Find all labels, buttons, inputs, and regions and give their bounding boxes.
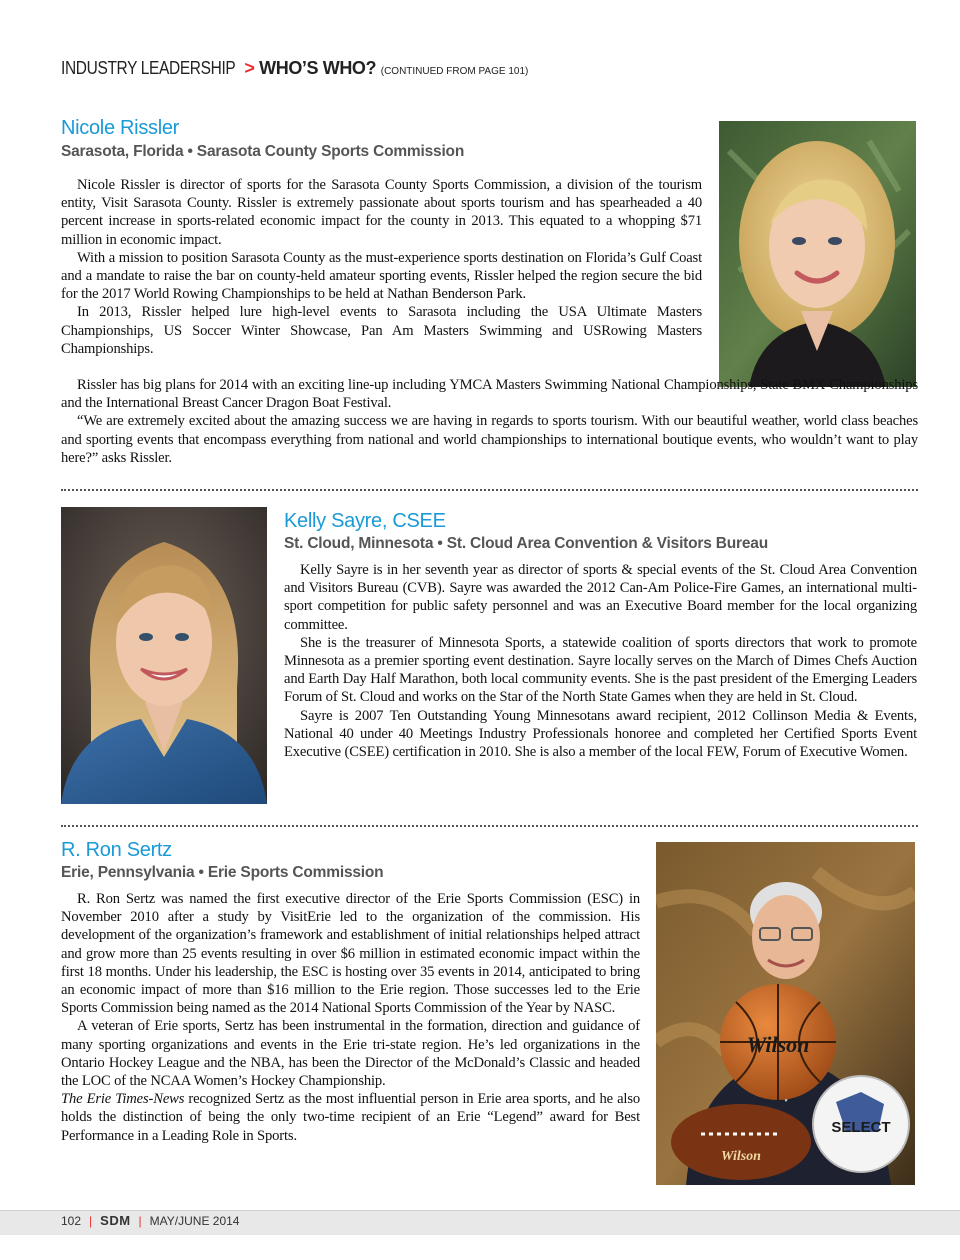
rissler-body-narrow — [61, 176, 702, 358]
rissler-body-wide — [61, 376, 918, 467]
rissler-photo — [719, 121, 916, 387]
sertz-body — [61, 890, 640, 1145]
paragraph: “We are extremely excited about the amazing success we are having in regards to sports tourism. With our beautiful weather, world class beaches and sporting events that encompass everything from national and world championships to international boutique events, who wouldn’t want to play here?” asks Rissler. — [61, 413, 918, 466]
footer-separator: | — [138, 1214, 142, 1228]
paragraph-rest: recognized Sertz as the most influential person in Erie area sports, and he also holds the distinction of being the only two-time recipient of an Erie “Legend” award for Best Performance in a Leading Role in Sports. — [61, 1091, 640, 1144]
magazine-logo: SDM — [100, 1213, 131, 1228]
soccer-brand: SELECT — [831, 1119, 891, 1136]
page-number: 102 — [61, 1214, 82, 1228]
paragraph: Rissler has big plans for 2014 with an exciting line-up including YMCA Masters Swimming National Championships, State BMX Championships and the International Breast Cancer Dragon Boat Festival. — [61, 377, 918, 412]
paragraph: R. Ron Sertz was named the first executive director of the Erie Sports Commission (ESC) in November 2010 after a study by VisitErie led to the organization of the commission. His development of the organization’s framework and establishment of initial relationships helped attract and grow more than 25 events resulting in over $6 million in estimated economic impact within the first 18 months. Under his leadership, the ESC is hosting over 35 events in 2014, anticipated to bring an economic impact of more than $16 million to the Erie region. Those successes led to the Erie Sports Commission being named as the 2014 National Sports Commission of the Year by NASC. — [61, 891, 640, 1017]
profile-name-rissler: Nicole Rissler — [61, 117, 180, 139]
profile-subtitle-sayre: St. Cloud, Minnesota • St. Cloud Area Convention & Visitors Bureau — [284, 535, 768, 552]
section-label: INDUSTRY LEADERSHIP — [61, 58, 236, 78]
football-brand: Wilson — [721, 1149, 761, 1164]
basketball-brand: Wilson — [746, 1032, 810, 1057]
paragraph: Kelly Sayre is in her seventh year as director of sports & special events of the St. Cloud Area Convention and Visitors Bureau (CVB). Sayre was awarded the 2012 Can-Am Police-Fire Games, an international multi-sport competition for public safety personnel and was an Executive Board member for the local organizing committee. — [284, 562, 917, 633]
paragraph: With a mission to position Sarasota County as the must-experience sports destination on Florida’s Gulf Coast and a mandate to raise the bar on county-held amateur sporting events, Rissler helped the region secure the bid for the 2017 World Rowing Championships to be held at Nathan Benderson Park. — [61, 249, 702, 303]
paragraph — [61, 1090, 640, 1145]
header-title: WHO’S WHO? — [259, 58, 377, 78]
section-divider — [61, 825, 918, 827]
page-footer — [61, 1213, 239, 1228]
sertz-photo — [656, 842, 915, 1185]
paragraph: Nicole Rissler is director of sports for the Sarasota County Sports Commission, a division of the tourism entity, Visit Sarasota County. Rissler is extremely passionate about sports tourism and has spearheaded a 40 percent increase in sports-related economic impact for the county in 2013. This equated to a whopping $71 million in economic impact. — [61, 177, 702, 248]
issue-date: MAY/JUNE 2014 — [149, 1214, 240, 1228]
continued-note: (CONTINUED FROM PAGE 101) — [380, 66, 529, 77]
page-header — [61, 58, 921, 79]
profile-name-sayre: Kelly Sayre, CSEE — [284, 510, 446, 532]
sayre-body — [284, 561, 917, 761]
paragraph: Sayre is 2007 Ten Outstanding Young Minnesotans award recipient, 2012 Collinson Media & Events, National 40 under 40 Meetings Industry Professionals honoree and completed her Certified Sports Event Executive (CSEE) certification in 2010. She is also a member of the local FEW, Forum of Executive Women. — [284, 707, 917, 761]
paragraph: A veteran of Erie sports, Sertz has been instrumental in the formation, direction and guidance of many sporting organizations and events in the Erie tri-state region. He’s led organizations in the Ontario Hockey League and the NBA, has been the Director of the McDonald’s Classic and headed the LOC of the NCAA Women’s Hockey Championship. — [61, 1018, 640, 1090]
publication-name: The Erie Times-News — [61, 1091, 185, 1108]
profile-name-sertz: R. Ron Sertz — [61, 839, 172, 861]
paragraph: In 2013, Rissler helped lure high-level events to Sarasota including the USA Ultimate Masters Championships, US Soccer Winter Showcase, Pan Am Masters Swimming and USRowing Masters Championships. — [61, 304, 702, 357]
profile-subtitle-rissler: Sarasota, Florida • Sarasota County Sports Commission — [61, 143, 465, 160]
paragraph: She is the treasurer of Minnesota Sports, a statewide coalition of sports directors that work to promote Minnesota as a premier sporting event destination. Sayre locally serves on the March of Dimes Chefs Auction and Earth Day Half Marathon, both local community events. She is the past president of the Emerging Leaders Forum of St. Cloud and works on the Star of the North State Games when they are held in St. Cloud. — [284, 634, 917, 706]
profile-subtitle-sertz: Erie, Pennsylvania • Erie Sports Commission — [61, 864, 384, 881]
sayre-photo — [61, 507, 267, 804]
header-separator: > — [244, 58, 255, 78]
section-divider — [61, 489, 918, 491]
footer-separator: | — [89, 1214, 93, 1228]
